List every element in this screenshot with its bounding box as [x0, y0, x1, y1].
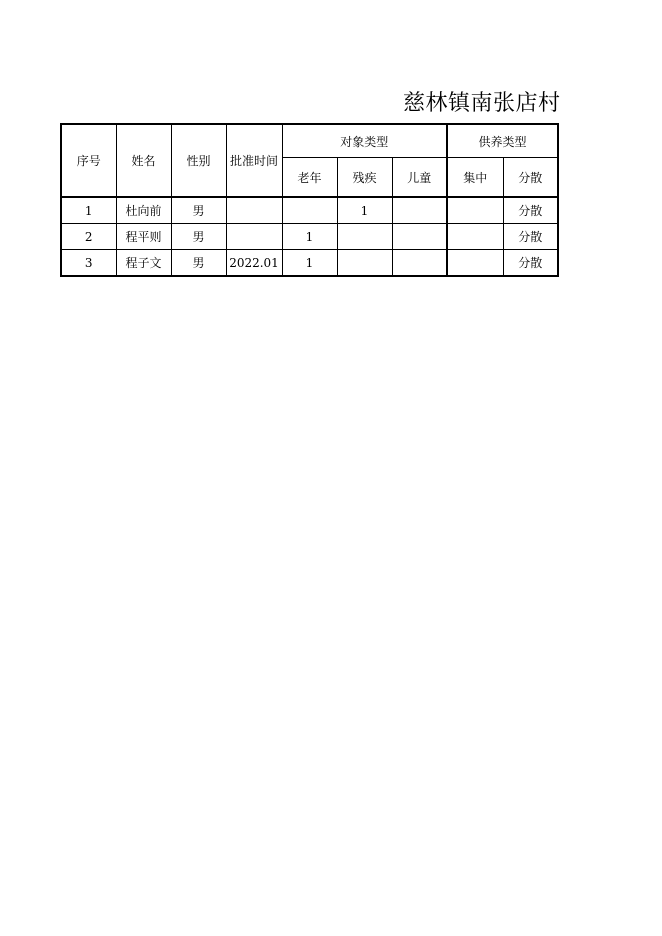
cell-elderly: 1	[282, 224, 337, 250]
cell-centralized	[447, 250, 503, 277]
table-row	[61, 250, 558, 277]
cell-name: 程子文	[116, 250, 171, 277]
cell-centralized	[447, 197, 503, 224]
table-row	[61, 224, 558, 250]
table-row	[61, 197, 558, 224]
cell-disabled: 1	[337, 197, 392, 224]
header-dispersed: 分散	[503, 158, 558, 198]
cell-approval-time	[226, 197, 282, 224]
header-child: 儿童	[392, 158, 447, 198]
cell-dispersed: 分散	[503, 197, 558, 224]
cell-seq: 2	[61, 224, 116, 250]
header-seq: 序号	[61, 124, 116, 197]
page-title: 慈林镇南张店村	[403, 91, 561, 116]
cell-gender: 男	[171, 250, 226, 277]
cell-seq: 3	[61, 250, 116, 277]
roster-table	[60, 123, 559, 277]
cell-seq: 1	[61, 197, 116, 224]
header-support-type: 供养类型	[447, 124, 558, 158]
header-gender: 性别	[171, 124, 226, 197]
header-disabled: 残疾	[337, 158, 392, 198]
cell-disabled	[337, 250, 392, 277]
cell-name: 程平则	[116, 224, 171, 250]
cell-dispersed: 分散	[503, 250, 558, 277]
cell-dispersed: 分散	[503, 224, 558, 250]
cell-approval-time	[226, 224, 282, 250]
cell-approval-time: 2022.01	[226, 250, 282, 277]
cell-disabled	[337, 224, 392, 250]
cell-elderly	[282, 197, 337, 224]
cell-child	[392, 224, 447, 250]
header-name: 姓名	[116, 124, 171, 197]
cell-gender: 男	[171, 197, 226, 224]
header-centralized: 集中	[447, 158, 503, 198]
header-elderly: 老年	[282, 158, 337, 198]
cell-child	[392, 197, 447, 224]
cell-centralized	[447, 224, 503, 250]
cell-gender: 男	[171, 224, 226, 250]
cell-child	[392, 250, 447, 277]
cell-name: 杜向前	[116, 197, 171, 224]
header-object-type: 对象类型	[282, 124, 447, 158]
header-approval-time: 批准时间	[226, 124, 282, 197]
cell-elderly: 1	[282, 250, 337, 277]
